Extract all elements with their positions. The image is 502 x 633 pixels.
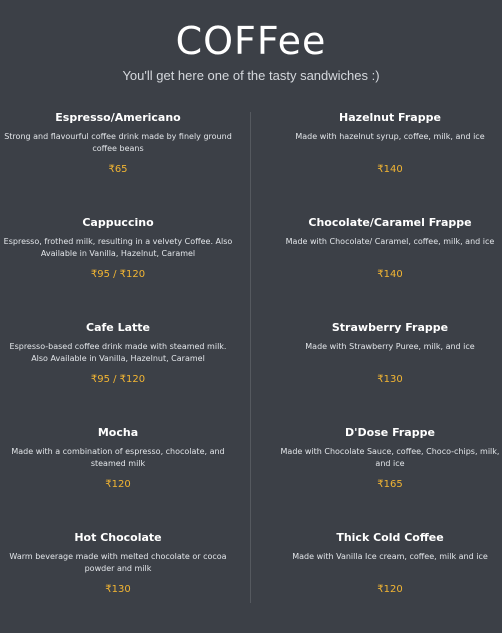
menu-column-right <box>274 108 502 633</box>
menu-item-name: Cappuccino <box>82 216 154 229</box>
menu-item <box>274 426 502 528</box>
menu-item <box>2 111 234 213</box>
menu-item <box>2 216 234 318</box>
menu-item <box>2 321 234 423</box>
menu-item-price: ₹95 / ₹120 <box>90 374 146 385</box>
menu-item <box>274 531 502 633</box>
menu-item-description: Made with Strawberry Puree, milk, and ice <box>305 342 475 351</box>
menu-item-price: ₹65 <box>108 164 128 175</box>
menu-item-description: Espresso-based coffee drink made with steamed milk. Also Available in Vanilla, Hazelnut, Caramel <box>9 342 227 363</box>
menu-item-price: ₹140 <box>377 164 403 175</box>
column-divider <box>250 112 251 603</box>
menu-item <box>2 531 234 633</box>
menu-item-price: ₹140 <box>377 269 403 280</box>
menu-item-description: Made with a combination of espresso, chocolate, and steamed milk <box>11 447 225 468</box>
menu-item-description: Espresso, frothed milk, resulting in a velvety Coffee. Also Available in Vanilla, Hazelnut, Caramel <box>3 237 233 258</box>
menu-header <box>0 18 502 84</box>
menu-item-name: Chocolate/Caramel Frappe <box>308 216 472 229</box>
menu-item-description: Warm beverage made with melted chocolate or cocoa powder and milk <box>9 552 227 573</box>
menu-item-name: Mocha <box>97 426 139 439</box>
menu-item-description: Strong and flavourful coffee drink made by finely ground coffee beans <box>4 132 232 153</box>
menu-item-description: Made with Vanilla Ice cream, coffee, milk and ice <box>292 552 488 561</box>
menu-item-description: Made with Chocolate/ Caramel, coffee, milk, and ice <box>285 237 495 246</box>
page-subtitle: You'll get here one of the tasty sandwiches :) <box>122 68 380 83</box>
menu-item-name: Hazelnut Frappe <box>339 111 441 124</box>
menu-item-name: Strawberry Frappe <box>331 321 449 334</box>
menu-item-description: Made with hazelnut syrup, coffee, milk, and ice <box>295 132 485 141</box>
menu-item-name: Cafe Latte <box>86 321 150 334</box>
menu-item-price: ₹130 <box>377 374 403 385</box>
menu-item-name: Espresso/Americano <box>55 111 181 124</box>
menu-column-left <box>2 108 234 633</box>
menu-item-name: Hot Chocolate <box>74 531 162 544</box>
menu-item <box>274 321 502 423</box>
menu-item-price: ₹120 <box>377 584 403 595</box>
menu-item <box>274 216 502 318</box>
menu-item-price: ₹165 <box>377 479 403 490</box>
menu-item-price: ₹95 / ₹120 <box>90 269 146 280</box>
page-title: COFFee <box>175 19 327 63</box>
menu-item-name: Thick Cold Coffee <box>336 531 444 544</box>
menu-item-description: Made with Chocolate Sauce, coffee, Choco-chips, milk, and ice <box>280 447 500 468</box>
menu-item-price: ₹130 <box>105 584 131 595</box>
menu-item <box>2 426 234 528</box>
menu-item-price: ₹120 <box>105 479 131 490</box>
menu-item <box>274 111 502 213</box>
menu-item-name: D'Dose Frappe <box>345 426 435 439</box>
